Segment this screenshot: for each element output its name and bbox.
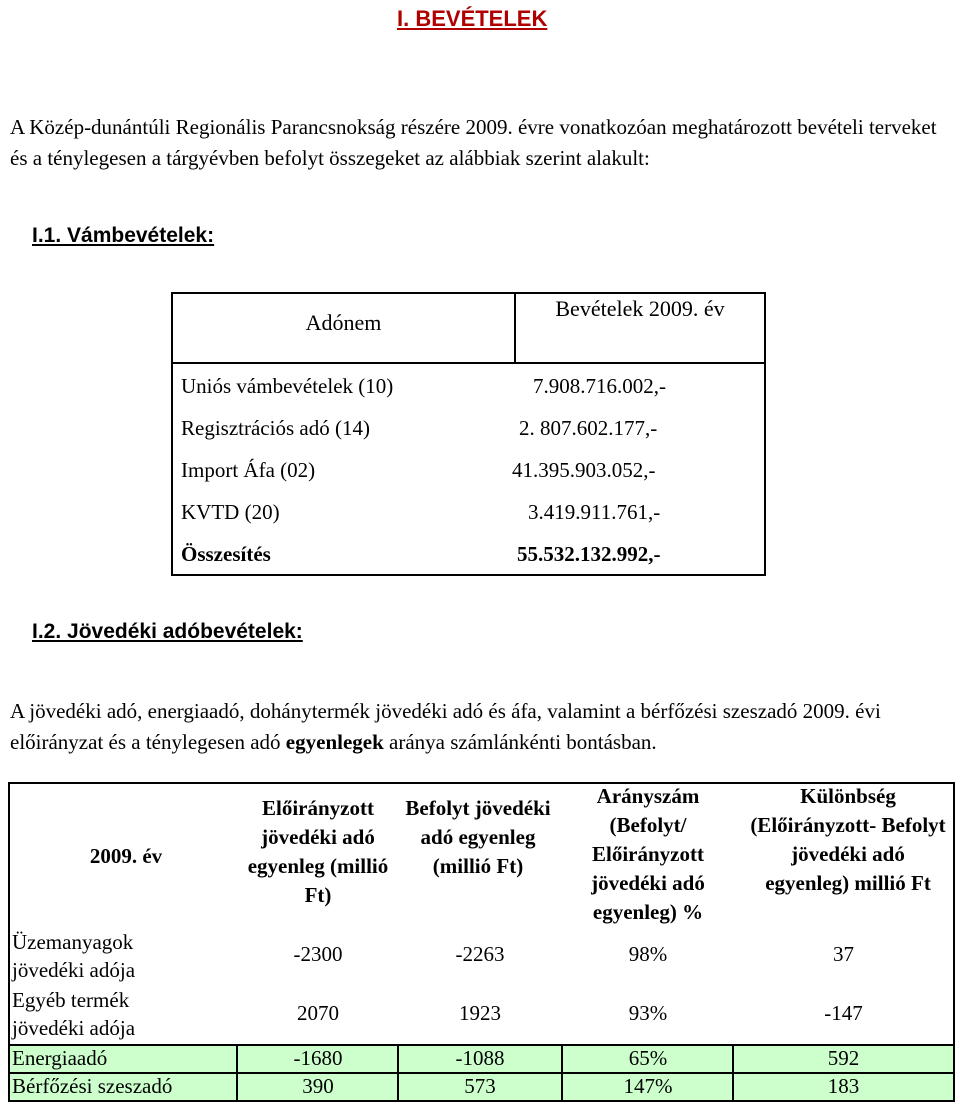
cell-actual: -1088 xyxy=(455,1046,505,1070)
row-label: Egyéb termék xyxy=(12,988,130,1012)
row-label: Import Áfa (02) xyxy=(181,458,316,482)
cell-planned: -1680 xyxy=(293,1046,343,1070)
col-header-year: 2009. év xyxy=(89,844,163,868)
cell-actual: -2263 xyxy=(455,942,505,966)
row-label: Energiaadó xyxy=(12,1046,108,1070)
row-label: Regisztrációs adó (14) xyxy=(181,416,370,440)
col-header-difference: Különbség (Előirányzott- Befolyt jövedéki adó egyenleg) millió Ft xyxy=(750,784,946,895)
row-label: jövedéki adója xyxy=(12,958,136,982)
cell-planned: 390 xyxy=(302,1074,334,1098)
row-label: Bérfőzési szeszadó xyxy=(12,1074,173,1098)
excise-paragraph xyxy=(10,696,955,758)
cell-planned: 2070 xyxy=(297,1001,339,1025)
row-value: 3.419.911.761,- xyxy=(528,500,661,524)
col-header-ratio: Arányszám (Befolyt/ Előirányzott jövedéki adó egyenleg) % xyxy=(591,784,705,924)
cell-actual: 573 xyxy=(464,1074,496,1098)
row-value: 41.395.903.052,- xyxy=(512,458,656,482)
row-value: 2. 807.602.177,- xyxy=(519,416,658,440)
customs-income-table xyxy=(171,292,766,576)
section-heading-customs: I.1. Vámbevételek: xyxy=(32,224,215,247)
col-header-planned: Előirányzott jövedéki adó egyenleg (millió Ft) xyxy=(247,796,389,907)
cell-ratio: 98% xyxy=(628,942,668,966)
col-header-tax-type: Adónem xyxy=(305,310,382,335)
row-label: Üzemanyagok xyxy=(12,930,134,954)
cell-difference: -147 xyxy=(824,1001,863,1025)
section-heading-excise: I.2. Jövedéki adóbevételek: xyxy=(32,620,303,643)
cell-difference: 183 xyxy=(827,1074,860,1098)
row-label: KVTD (20) xyxy=(181,500,280,524)
para-text: A jövedéki adó, energiaadó, dohánytermék jövedéki adó és áfa, valamint a bérfőzési szeszadó 2009. évi előirányzat és a ténylegesen adó xyxy=(10,699,881,754)
row-value: 7.908.716.002,- xyxy=(533,374,666,398)
cell-planned: -2300 xyxy=(293,942,343,966)
cell-actual: 1923 xyxy=(459,1001,501,1025)
cell-ratio: 147% xyxy=(623,1074,673,1098)
total-value: 55.532.132.992,- xyxy=(517,542,661,566)
page-title: I. BEVÉTELEK xyxy=(397,6,548,31)
cell-difference: 592 xyxy=(827,1046,860,1070)
col-header-income: Bevételek 2009. év xyxy=(555,296,725,321)
col-header-actual: Befolyt jövedéki adó egyenleg (millió Ft) xyxy=(405,796,551,878)
row-label: Uniós vámbevételek (10) xyxy=(181,374,394,398)
cell-ratio: 65% xyxy=(628,1046,668,1070)
excise-ratio-table xyxy=(8,782,955,1102)
para-bold-text: egyenlegek xyxy=(285,730,384,754)
cell-ratio: 93% xyxy=(628,1001,668,1025)
row-label: jövedéki adója xyxy=(12,1016,136,1040)
cell-difference: 37 xyxy=(833,942,854,966)
total-label: Összesítés xyxy=(181,542,271,566)
intro-paragraph: A Közép-dunántúli Regionális Parancsnokság részére 2009. évre vonatkozóan meghatározott bevételi terveket és a ténylegesen a tárgyévben befolyt összegeket az alábbiak szerint alakult: xyxy=(10,115,937,170)
para-text: aránya számlánkénti bontásban. xyxy=(383,730,657,754)
